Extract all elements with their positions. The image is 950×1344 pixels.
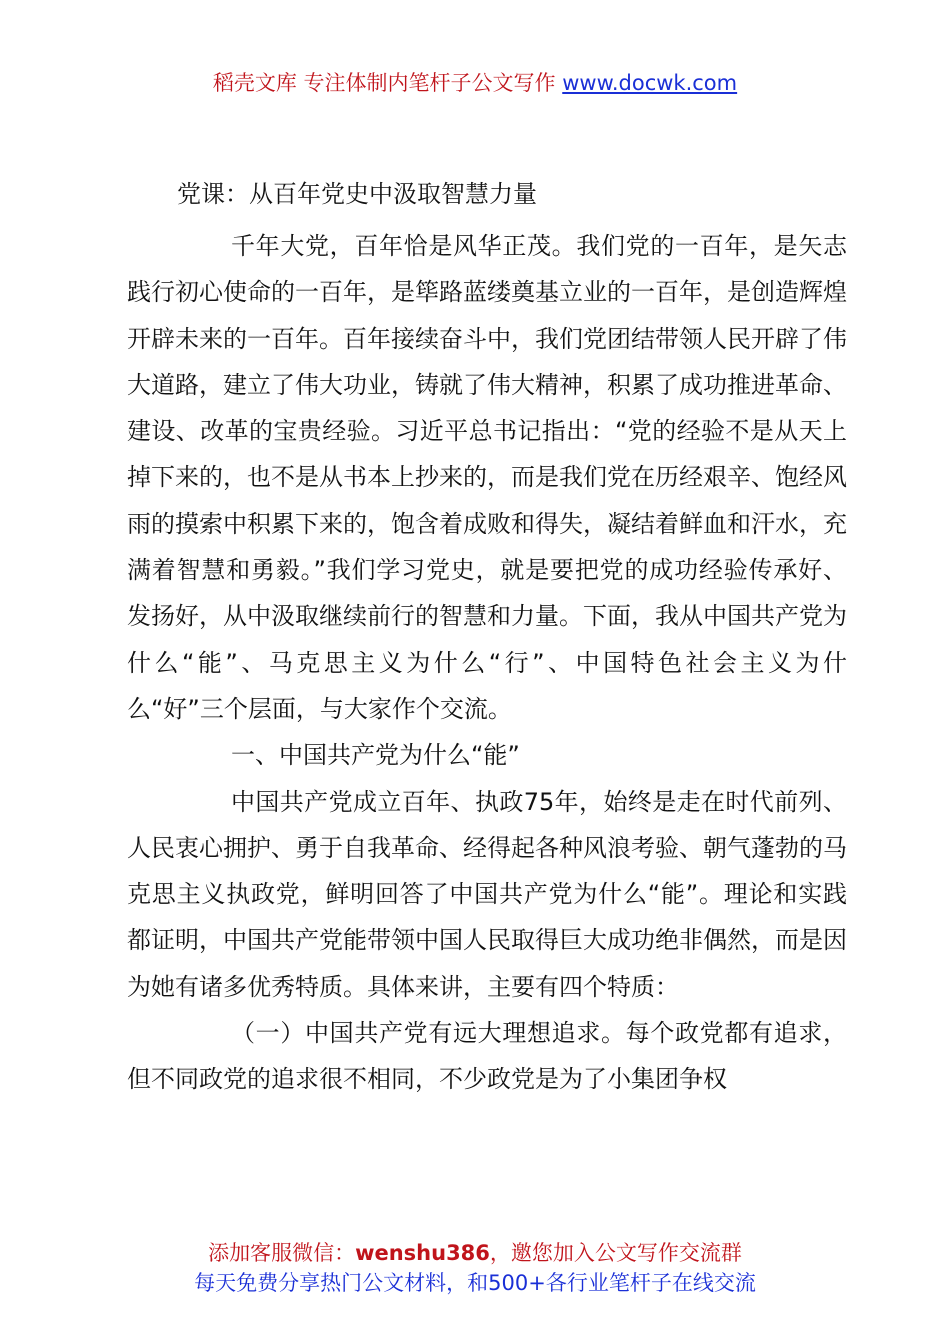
section-1-paragraph: 中国共产党成立百年、执政75年，始终是走在时代前列、人民衷心拥护、勇于自我革命、经得起各种风浪考验、朝气蓬勃的马克思主义执政党，鲜明回答了中国共产党为什么“能”。理论和实践都证明，中国共产党能带领中国人民取得巨大成功绝非偶然，而是因为她有诸多优秀特质。具体来讲，主要有四个特质：	[127, 787, 847, 1001]
promo-footer	[0, 1238, 950, 1298]
intro-paragraph: 千年大党，百年恰是风华正茂。我们党的一百年，是矢志践行初心使命的一百年，是筚路蓝缕奠基立业的一百年，是创造辉煌开辟未来的一百年。百年接续奋斗中，我们党团结带领人民开辟了伟大道路，建立了伟大功业，铸就了伟大精神，积累了成功推进革命、建设、改革的宝贵经验。习近平总书记指出：“党的经验不是从天上掉下来的，也不是从书本上抄来的，而是我们党在历经艰辛、饱经风雨的摸索中积累下来的，饱含着成败和得失，凝结着鲜血和汗水，充满着智慧和勇毅。”我们学习党史，就是要把党的成功经验传承好、发扬好，从中汲取继续前行的智慧和力量。下面，我从中国共产党为什么“能”、马克思主义为什么“行”、中国特色社会主义为什么“好”三个层面，与大家作个交流。	[127, 232, 847, 723]
watermark-header	[0, 68, 950, 98]
subsection-1-paragraph: （一）中国共产党有远大理想追求。每个政党都有追求，但不同政党的追求很不相同，不少政党是为了小集团争权	[127, 1019, 847, 1094]
footer-suffix: ，邀您加入公文写作交流群	[489, 1241, 742, 1265]
document-title: 党课：从百年党史中汲取智慧力量	[177, 180, 537, 208]
footer-line-1	[0, 1238, 950, 1268]
footer-line-2: 每天免费分享热门公文材料，和500+各行业笔杆子在线交流	[194, 1271, 756, 1295]
wechat-id: wenshu386	[355, 1241, 490, 1265]
footer-prefix: 添加客服微信：	[208, 1241, 356, 1265]
header-url-link[interactable]: www.docwk.com	[562, 71, 738, 95]
document-body	[127, 223, 847, 1103]
section-heading-1: 一、中国共产党为什么“能”	[231, 741, 520, 770]
header-brand: 稻壳文库 专注体制内笔杆子公文写作	[212, 71, 556, 95]
